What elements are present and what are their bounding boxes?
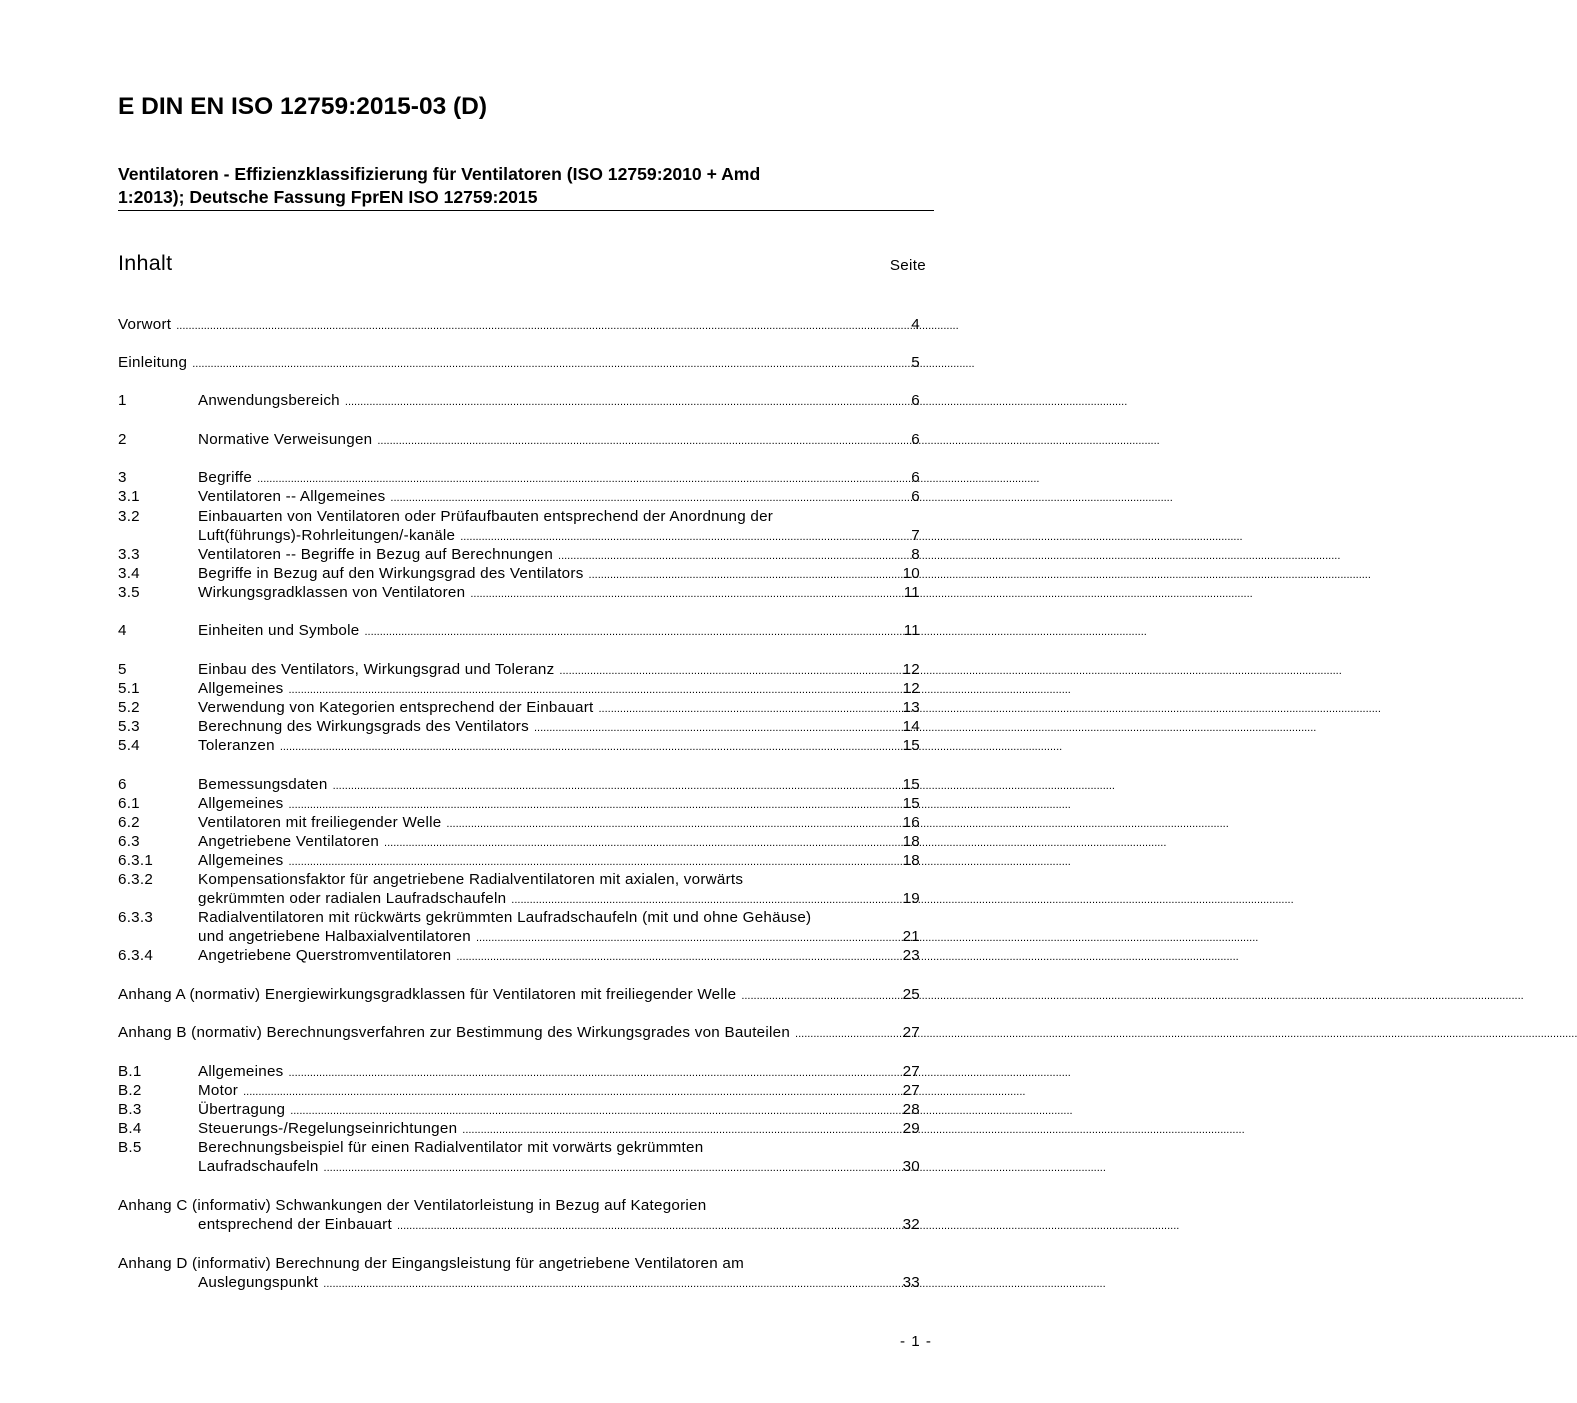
toc-entry-title: Angetriebene Ventilatoren [198, 833, 380, 850]
toc-entry[interactable] [118, 1157, 920, 1177]
toc-dot-leader [390, 488, 910, 508]
toc-entry[interactable] [118, 468, 920, 488]
toc-entry-number: 3.1 [118, 488, 140, 505]
toc-entry[interactable] [118, 851, 920, 871]
toc-entry-title: Anhang C (informativ) Schwankungen der Ventilatorleistung in Bezug auf Kategorien [118, 1197, 707, 1214]
document-title [118, 163, 918, 209]
toc-entry-number: B.5 [118, 1139, 142, 1156]
toc-entry-title: Toleranzen [198, 737, 275, 754]
toc-dot-leader [257, 469, 910, 489]
toc-entry[interactable] [118, 1062, 920, 1082]
toc-dot-leader [176, 316, 910, 336]
toc-dot-leader [559, 661, 901, 681]
toc-entry-page: 23 [902, 947, 920, 964]
toc-entry-title: Allgemeines [198, 680, 284, 697]
toc-entry-number: B.1 [118, 1063, 142, 1080]
toc-entry-title: Motor [198, 1082, 239, 1099]
toc-entry-page: 25 [902, 986, 920, 1003]
toc-entry-title: Kompensationsfaktor für angetriebene Radialventilatoren mit axialen, vorwärts [198, 871, 744, 888]
toc-entry-number: 5.1 [118, 680, 140, 697]
toc-entry-page: 6 [911, 431, 920, 448]
toc-entry-number: 3.4 [118, 565, 140, 582]
toc-entry-number: B.3 [118, 1101, 142, 1118]
toc-entry[interactable] [118, 679, 920, 699]
toc-dot-leader [589, 565, 902, 585]
toc-entry-number: B.4 [118, 1120, 142, 1137]
toc-entry[interactable] [118, 353, 920, 373]
toc-entry-page: 15 [902, 795, 920, 812]
toc-entry-title: Einbauarten von Ventilatoren oder Prüfaufbauten entsprechend der Anordnung der [198, 508, 774, 525]
toc-entry-page: 6 [911, 392, 920, 409]
toc-entry-page: 27 [902, 1063, 920, 1080]
toc-entry[interactable] [118, 545, 920, 565]
toc-entry-title: entsprechend der Einbauart [198, 1216, 392, 1233]
toc-entry-title: und angetriebene Halbaxialventilatoren [198, 928, 471, 945]
toc-dot-leader [364, 622, 902, 642]
toc-entry-page: 11 [903, 622, 920, 639]
toc-dot-leader [333, 776, 902, 796]
toc-entry-title: Vorwort [118, 316, 172, 333]
toc-dot-leader [534, 718, 902, 738]
toc-entry-number: 3 [118, 469, 127, 486]
toc-entry[interactable] [118, 927, 920, 947]
toc-entry-title: Angetriebene Querstromventilatoren [198, 947, 452, 964]
toc-entry[interactable] [118, 908, 920, 928]
toc-dot-leader [288, 1063, 901, 1083]
toc-dot-leader [446, 814, 901, 834]
toc-entry-title: Begriffe [198, 469, 253, 486]
toc-dot-leader [324, 1158, 902, 1178]
toc-entry-page: 18 [902, 833, 920, 850]
toc-entry-title: Allgemeines [198, 852, 284, 869]
toc-dot-leader [280, 737, 902, 757]
toc-entry-number: 5.4 [118, 737, 140, 754]
document-title-line-2: 1:2013); Deutsche Fassung FprEN ISO 12759:2015 [118, 187, 538, 207]
toc-entry[interactable] [118, 1215, 920, 1235]
toc-entry-title: Luft(führungs)-Rohrleitungen/-kanäle [198, 527, 456, 544]
toc-entry-page: 12 [902, 680, 920, 697]
toc-entry-page: 7 [911, 527, 920, 544]
toc-entry-number: 3.3 [118, 546, 140, 563]
toc-dot-leader [192, 354, 910, 374]
toc-dot-leader [470, 584, 902, 604]
toc-entry[interactable] [118, 775, 920, 795]
toc-dot-leader [741, 986, 901, 1006]
toc-entry[interactable] [118, 717, 920, 737]
toc-entry[interactable] [118, 564, 920, 584]
toc-entry-number: 6.3 [118, 833, 140, 850]
toc-entry-title: Ventilatoren -- Begriffe in Bezug auf Berechnungen [198, 546, 554, 563]
toc-entry[interactable] [118, 583, 920, 603]
toc-entry[interactable] [118, 1273, 920, 1293]
toc-dot-leader [558, 546, 910, 566]
toc-entry-title: Ventilatoren -- Allgemeines [198, 488, 386, 505]
toc-entry[interactable] [118, 813, 920, 833]
toc-dot-leader [290, 1101, 901, 1121]
toc-entry-page: 4 [911, 316, 920, 333]
toc-entry[interactable] [118, 832, 920, 852]
toc-entry[interactable] [118, 889, 920, 909]
toc-entry-title: Anwendungsbereich [198, 392, 340, 409]
toc-dot-leader [795, 1024, 902, 1044]
toc-entry-title: Berechnung des Wirkungsgrads des Ventilators [198, 718, 529, 735]
toc-entry-page: 8 [911, 546, 920, 563]
document-title-line-1: Ventilatoren - Effizienzklassifizierung für Ventilatoren (ISO 12759:2010 + Amd [118, 164, 761, 184]
toc-entry-number: 6.2 [118, 814, 140, 831]
document-id: E DIN EN ISO 12759:2015-03 (D) [118, 93, 488, 120]
toc-entry[interactable] [118, 985, 920, 1005]
toc-entry-page: 21 [902, 928, 920, 945]
toc-entry-title: Übertragung [198, 1101, 286, 1118]
toc-entry-title: Allgemeines [198, 795, 284, 812]
toc-entry-title: gekrümmten oder radialen Laufradschaufeln [198, 890, 507, 907]
toc-dot-leader [462, 1120, 901, 1140]
toc-entry-page: 13 [902, 699, 920, 716]
toc-entry-number: 6.3.1 [118, 852, 154, 869]
toc-entry-number: 5.3 [118, 718, 140, 735]
toc-entry-title: Ventilatoren mit freiliegender Welle [198, 814, 442, 831]
page-number: - 1 - [899, 1333, 932, 1350]
toc-entry-number: B.2 [118, 1082, 142, 1099]
toc-entry-page: 10 [902, 565, 920, 582]
toc-entry-title: Berechnungsbeispiel für einen Radialventilator mit vorwärts gekrümmten [198, 1139, 704, 1156]
toc-entry[interactable] [118, 1100, 920, 1120]
title-divider [118, 210, 934, 211]
toc-entry[interactable] [118, 698, 920, 718]
toc-entry[interactable] [118, 660, 920, 680]
toc-entry-title: Allgemeines [198, 1063, 284, 1080]
toc-entry-number: 6.3.3 [118, 909, 154, 926]
toc-entry-title: Begriffe in Bezug auf den Wirkungsgrad des Ventilators [198, 565, 584, 582]
toc-entry-title: Bemessungsdaten [198, 776, 328, 793]
toc-entry[interactable] [118, 1081, 920, 1101]
toc-entry-title: Anhang A (normativ) Energiewirkungsgradklassen für Ventilatoren mit freiliegender Welle [118, 986, 737, 1003]
toc-entry[interactable] [118, 487, 920, 507]
toc-entry[interactable] [118, 1023, 920, 1043]
toc-entry-title: Anhang B (normativ) Berechnungsverfahren zur Bestimmung des Wirkungsgrades von Bauteilen [118, 1024, 791, 1041]
toc-dot-leader [511, 890, 901, 910]
toc-entry-title: Normative Verweisungen [198, 431, 373, 448]
toc-entry-number: 5.2 [118, 699, 140, 716]
toc-entry[interactable] [118, 1119, 920, 1139]
toc-entry-page: 18 [902, 852, 920, 869]
toc-entry-number: 5 [118, 661, 127, 678]
toc-entry[interactable] [118, 1254, 920, 1274]
toc-dot-leader [323, 1274, 901, 1294]
toc-entry-title: Anhang D (informativ) Berechnung der Eingangsleistung für angetriebene Ventilatoren am [118, 1255, 744, 1272]
toc-entry-page: 15 [902, 776, 920, 793]
toc-entry-number: 2 [118, 431, 127, 448]
toc-entry[interactable] [118, 391, 920, 411]
toc-entry-page: 11 [903, 584, 920, 601]
toc-entry-page: 5 [911, 354, 920, 371]
toc-dot-leader [288, 680, 901, 700]
toc-entry-page: 28 [902, 1101, 920, 1118]
toc-entry-number: 3.2 [118, 508, 140, 525]
toc-entry-title: Laufradschaufeln [198, 1158, 319, 1175]
toc-dot-leader [288, 795, 901, 815]
toc-entry-title: Einbau des Ventilators, Wirkungsgrad und Toleranz [198, 661, 555, 678]
toc-entry[interactable] [118, 621, 920, 641]
toc-entry-title: Radialventilatoren mit rückwärts gekrümmten Laufradschaufeln (mit und ohne Gehäuse) [198, 909, 812, 926]
toc-entry-page: 33 [902, 1274, 920, 1291]
toc-entry-number: 6.3.4 [118, 947, 154, 964]
toc-entry[interactable] [118, 526, 920, 546]
toc-entry-title: Wirkungsgradklassen von Ventilatoren [198, 584, 466, 601]
toc-entry[interactable] [118, 1196, 920, 1216]
toc-entry-number: 6 [118, 776, 127, 793]
toc-entry-number: 4 [118, 622, 127, 639]
toc-entry-page: 30 [902, 1158, 920, 1175]
toc-entry-title: Einleitung [118, 354, 188, 371]
toc-entry[interactable] [118, 736, 920, 756]
toc-dot-leader [243, 1082, 902, 1102]
toc-entry-number: 3.5 [118, 584, 140, 601]
toc-entry-page: 14 [902, 718, 920, 735]
toc-entry[interactable] [118, 507, 920, 527]
toc-entry-page: 27 [902, 1082, 920, 1099]
toc-entry[interactable] [118, 870, 920, 890]
toc-entry[interactable] [118, 794, 920, 814]
toc-dot-leader [456, 947, 901, 967]
toc-entry-title: Verwendung von Kategorien entsprechend der Einbauart [198, 699, 594, 716]
toc-dot-leader [397, 1216, 902, 1236]
toc-entry-number: 6.1 [118, 795, 140, 812]
toc-entry-page: 6 [911, 469, 920, 486]
toc-entry-page: 16 [902, 814, 920, 831]
toc-entry-number: 6.3.2 [118, 871, 154, 888]
toc-dot-leader [460, 527, 910, 547]
toc-entry-page: 27 [902, 1024, 920, 1041]
toc-entry-page: 32 [902, 1216, 920, 1233]
toc-entry[interactable] [118, 946, 920, 966]
toc-dot-leader [345, 392, 910, 412]
toc-dot-leader [377, 431, 910, 451]
toc-entry-title: Auslegungspunkt [198, 1274, 319, 1291]
toc-entry[interactable] [118, 315, 920, 335]
toc-dot-leader [599, 699, 902, 719]
toc-entry-title: Steuerungs-/Regelungseinrichtungen [198, 1120, 458, 1137]
toc-entry-page: 12 [902, 661, 920, 678]
toc-entry[interactable] [118, 1138, 920, 1158]
toc-dot-leader [288, 852, 901, 872]
toc-entry-page: 6 [911, 488, 920, 505]
toc-entry-number: 1 [118, 392, 127, 409]
toc-heading: Inhalt [118, 251, 173, 275]
toc-entry-page: 29 [902, 1120, 920, 1137]
toc-entry-page: 19 [902, 890, 920, 907]
toc-entry-page: 15 [902, 737, 920, 754]
page-column-label: Seite [889, 257, 926, 274]
toc-dot-leader [476, 928, 902, 948]
toc-entry[interactable] [118, 430, 920, 450]
toc-entry-title: Einheiten und Symbole [198, 622, 360, 639]
toc-dot-leader [384, 833, 902, 853]
